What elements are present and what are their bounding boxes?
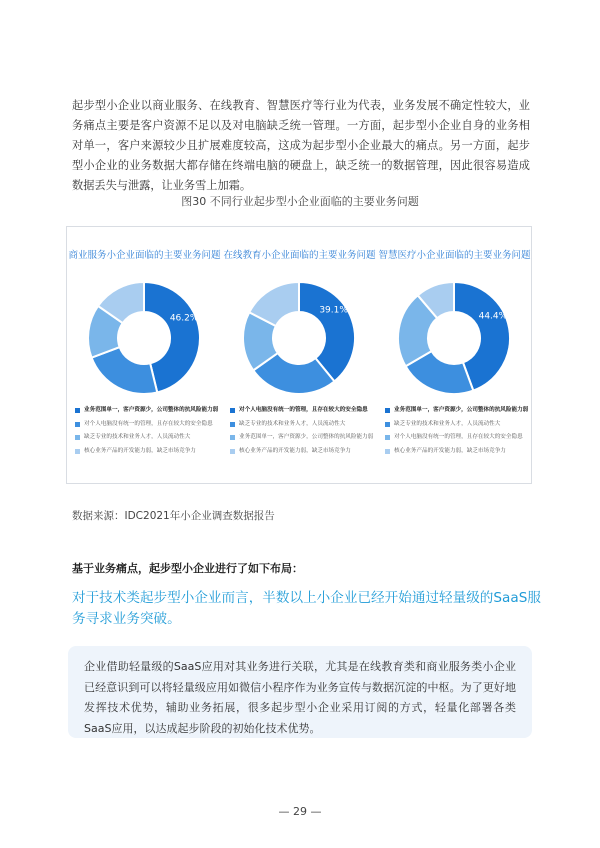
chart-panel xyxy=(222,227,377,483)
lead-text: 基于业务痛点，起步型小企业进行了如下布局： xyxy=(72,562,303,575)
legend-label: 对个人电脑没有统一的管理，且存在较大的安全隐患 xyxy=(394,434,523,440)
legend-label: 核心业务产品的开发能力弱，缺乏市场竞争力 xyxy=(394,447,506,454)
legend-swatch xyxy=(75,422,80,427)
legend-swatch xyxy=(75,408,80,413)
highlight-text: 对于技术类起步型小企业而言，半数以上小企业已经开始通过轻量级的SaaS服务寻求业务突破。 xyxy=(72,590,541,627)
legend-swatch xyxy=(385,422,390,427)
legend-item xyxy=(385,407,535,414)
legend-item xyxy=(230,448,380,455)
chart-title: 智慧医疗小企业面临的主要业务问题 xyxy=(378,250,531,261)
legend-label: 缺乏专业的技术和业务人才，人员流动性大 xyxy=(84,434,191,440)
legend-swatch xyxy=(75,435,80,440)
legend-item xyxy=(230,434,380,441)
legend-swatch xyxy=(230,422,235,427)
callout-text: 企业借助轻量级的SaaS应用对其业务进行关联，尤其是在线教育类和商业服务类小企业已经意识到可以将轻量级应用如微信小程序作为业务宣传与数据沉淀的中枢。为了更好地发挥技术优势，辅助业务拓展，很多起步型小企业采用订阅的方式，轻量化部署各类SaaS应用，以达成起步阶段的初始化技术优势。 xyxy=(84,660,516,735)
figure-title: 图30 不同行业起步型小企业面临的主要业务问题 xyxy=(181,195,419,208)
legend-label: 缺乏专业的技术和业务人才，人员流动性大 xyxy=(239,420,346,427)
legend-label: 对个人电脑没有统一的管理，且存在较大的安全隐患 xyxy=(239,407,368,413)
legend-swatch xyxy=(75,449,80,454)
legend-item xyxy=(385,421,535,428)
body-paragraph: 起步型小企业以商业服务、在线教育、智慧医疗等行业为代表，业务发展不确定性较大，业务痛点主要是客户资源不足以及对电脑缺乏统一管理。一方面，起步型小企业自身的业务相对单一，客户来源较少且扩展难度较高，这成为起步型小企业最大的痛点。另一方面，起步型小企业的业务数据大都存储在终端电脑的硬盘上，缺乏统一的数据管理，因此很容易造成数据丢失与泄露，让业务雪上加霜。 xyxy=(72,99,530,192)
legend-item xyxy=(75,407,225,414)
page-number: — 29 — xyxy=(278,805,322,818)
chart-panel xyxy=(377,227,532,483)
callout-box xyxy=(68,646,532,738)
legend-swatch xyxy=(230,408,235,413)
legend-label: 核心业务产品的开发能力弱，缺乏市场竞争力 xyxy=(239,447,351,454)
legend-item xyxy=(385,448,535,455)
legend-item xyxy=(230,407,380,414)
slice-percent-label: 39.1% xyxy=(319,305,348,316)
chart-legend xyxy=(230,407,380,461)
legend-item xyxy=(385,434,535,441)
legend-label: 缺乏专业的技术和业务人才，人员流动性大 xyxy=(394,420,501,427)
legend-label: 业务范围单一，客户资源少，公司整体的抗风险能力弱 xyxy=(239,434,374,440)
legend-item xyxy=(230,421,380,428)
legend-label: 核心业务产品的开发能力弱，缺乏市场竞争力 xyxy=(84,447,196,454)
figure-panel xyxy=(66,226,532,484)
chart-legend xyxy=(385,407,535,461)
legend-swatch xyxy=(385,435,390,440)
chart-title: 在线教育小企业面临的主要业务问题 xyxy=(223,250,376,261)
data-source: 数据来源：IDC2021年小企业调查数据报告 xyxy=(72,510,275,522)
legend-item xyxy=(75,421,225,428)
donut-chart xyxy=(79,273,209,403)
legend-label: 对个人电脑没有统一的管理，且存在较大的安全隐患 xyxy=(84,420,213,427)
chart-title: 商业服务小企业面临的主要业务问题 xyxy=(68,250,221,261)
donut-chart xyxy=(234,273,364,403)
legend-label: 业务范围单一，客户资源少，公司整体的抗风险能力弱 xyxy=(394,407,529,413)
legend-item xyxy=(75,448,225,455)
donut-chart xyxy=(389,273,519,403)
legend-item xyxy=(75,434,225,441)
slice-percent-label: 44.4% xyxy=(478,311,508,322)
legend-swatch xyxy=(385,449,390,454)
slice-percent-label: 46.2% xyxy=(169,313,199,324)
legend-swatch xyxy=(230,435,235,440)
legend-label: 业务范围单一，客户资源少，公司整体的抗风险能力弱 xyxy=(84,407,219,413)
chart-panel xyxy=(67,227,222,483)
chart-legend xyxy=(75,407,225,461)
legend-swatch xyxy=(230,449,235,454)
legend-swatch xyxy=(385,408,390,413)
